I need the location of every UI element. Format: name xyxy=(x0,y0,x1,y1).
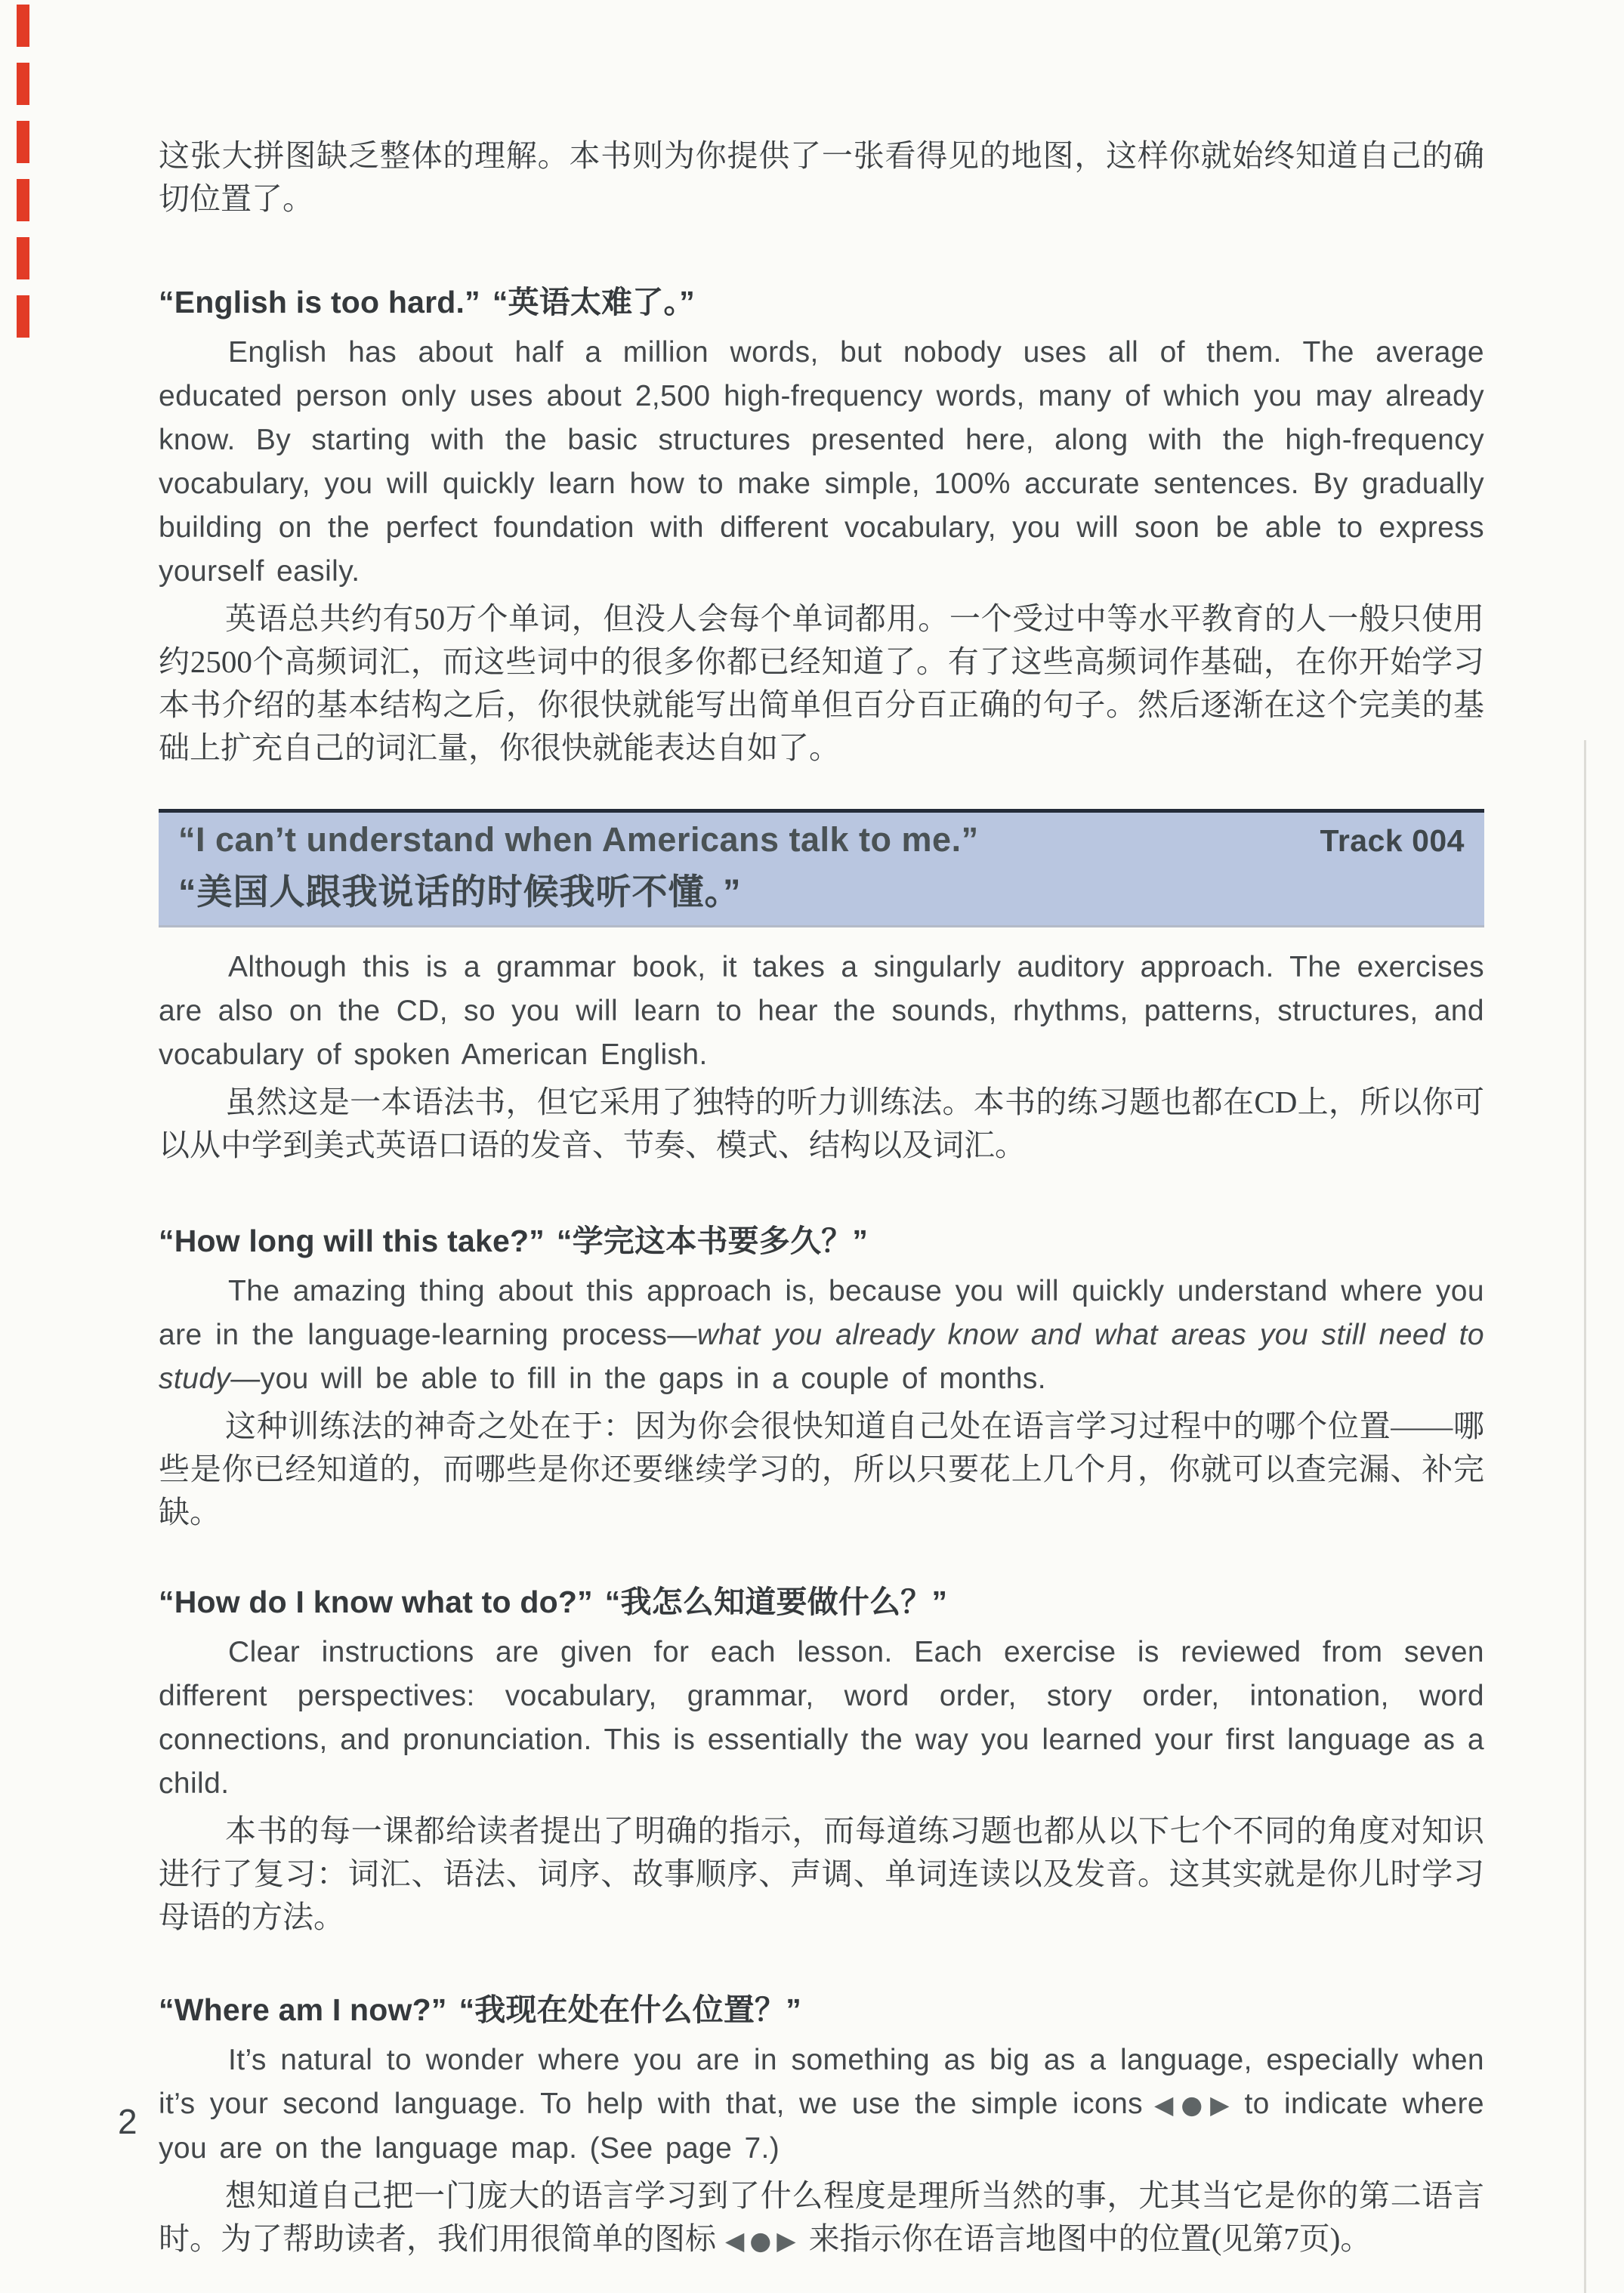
position-dot-icon: ● xyxy=(749,2226,777,2255)
track-badge: Track 004 xyxy=(1320,823,1465,858)
paragraph-english-hard-cn: 英语总共约有50万个单词，但没人会每个单词都用。一个受过中等水平教育的人一般只使用约2500个高频词汇，而这些词中的很多你都已经知道了。有了这些高频词作基础，在你开始学习本书介绍的基本结构之后，你很快就能写出简单但百分百正确的句子。然后逐渐在这个完美的基础上扩充自己的词汇量，你很快就能表达自如了。 xyxy=(159,601,1484,765)
right-triangle-icon: ▶ xyxy=(776,2226,801,2255)
scan-edge-line xyxy=(1584,740,1586,2293)
page-content xyxy=(159,134,1484,2262)
heading-where-am-i-en: “Where am I now?” xyxy=(159,1992,447,2027)
heading-how-long-en: “How long will this take?” xyxy=(159,1224,545,1258)
section-heading-english-hard xyxy=(159,281,1484,323)
intro-paragraph-cn: 这张大拼图缺乏整体的理解。本书则为你提供了一张看得见的地图，这样你就始终知道自己的确切位置了。 xyxy=(159,138,1484,216)
right-triangle-icon: ▶ xyxy=(1210,2090,1237,2119)
heading-what-to-do-cn: “我怎么知道要做什么？” xyxy=(604,1585,948,1619)
banner-quote-en: “I can’t understand when Americans talk to me.” xyxy=(178,820,979,859)
where-am-i-cn-start: 想知道自己把一门庞大的语言学习到了什么程度是理所当然的事，尤其当它是你的第二语言时。为了帮助读者，我们用很简单的图标 xyxy=(159,2178,1484,2256)
banner-quote-cn: “美国人跟我说话的时候我听不懂。” xyxy=(178,872,742,912)
paragraph-auditory-en: Although this is a grammar book, it takes a singularly auditory approach. The exercises are also on the CD, so you will learn to hear the sounds, rhythms, patterns, structures, and vocabulary of spoken American English. xyxy=(159,951,1484,1071)
where-am-i-text-end: to indicate where you are on the language map. (See page 7.) xyxy=(159,2088,1484,2165)
paragraph-how-long-en xyxy=(159,1270,1484,1401)
paragraph-what-to-do-cn: 本书的每一课都给读者提出了明确的指示，而每道练习题也都从以下七个不同的角度对知识进行了复习：词汇、语法、词序、故事顺序、声调、单词连读以及发音。这其实就是你儿时学习母语的方法。 xyxy=(159,1813,1484,1934)
paragraph-where-am-i-en xyxy=(159,2038,1484,2171)
paragraph-how-long-cn: 这种训练法的神奇之处在于：因为你会很快知道自己处在语言学习过程中的哪个位置——哪些是你已经知道的，而哪些是你还要继续学习的，所以只要花上几个月，你就可以查完漏、补完缺。 xyxy=(159,1409,1484,1529)
track-banner xyxy=(159,809,1484,927)
how-long-text-end: —you will be able to fill in the gaps in a couple of months. xyxy=(230,1363,1046,1395)
track-banner-line1 xyxy=(178,820,1465,859)
paragraph-auditory-cn: 虽然这是一本语法书，但它采用了独特的听力训练法。本书的练习题也都在CD上，所以你可以从中学到美式英语口语的发音、节奏、模式、结构以及词汇。 xyxy=(159,1085,1484,1162)
red-edge-mark xyxy=(17,237,29,279)
map-position-icons-cn xyxy=(725,2226,801,2255)
red-edge-mark xyxy=(17,121,29,163)
red-edge-marks xyxy=(17,5,29,353)
heading-english-hard-cn: “英语太难了。” xyxy=(492,285,695,319)
how-long-text-start: The amazing thing about this approach is, because you will quickly understand where you are in the language-learning process— xyxy=(159,1275,1484,1351)
section-heading-how-long xyxy=(159,1220,1484,1262)
left-triangle-icon: ◀ xyxy=(1152,2090,1181,2119)
heading-what-to-do-en: “How do I know what to do?” xyxy=(159,1585,593,1619)
where-am-i-text-start: It’s natural to wonder where you are in something as big as a language, especially when it’s your second language. To help with that, we use the simple icons xyxy=(159,2044,1484,2120)
red-edge-mark xyxy=(17,5,29,47)
where-am-i-cn-end: 来指示你在语言地图中的位置(见第7页)。 xyxy=(808,2221,1372,2256)
red-edge-mark xyxy=(17,63,29,105)
red-edge-mark xyxy=(17,179,29,221)
heading-where-am-i-cn: “我现在处在什么位置？” xyxy=(458,1992,801,2027)
section-heading-where-am-i xyxy=(159,1989,1484,2031)
paragraph-english-hard-en: English has about half a million words, but nobody uses all of them. The average educated person only uses about 2,500 high-frequency words, many of which you may already know. By starting with the basic structures presented here, along with the high-frequency vocabulary, you will quickly learn how to make simple, 100% accurate sentences. By gradually building on the perfect foundation with different vocabulary, you will soon be able to express yourself easily. xyxy=(159,336,1484,588)
red-edge-mark xyxy=(17,295,29,338)
left-triangle-icon: ◀ xyxy=(725,2226,750,2255)
paragraph-what-to-do-en: Clear instructions are given for each lesson. Each exercise is reviewed from seven different perspectives: vocabulary, grammar, word order, story order, intonation, word connections, and pronunciation. This is essentially the way you learned your first language as a child. xyxy=(159,1636,1484,1800)
heading-how-long-cn: “学完这本书要多久？” xyxy=(556,1224,869,1258)
how-long-text-italic: what you already know and what areas you still need to study xyxy=(159,1319,1485,1395)
map-position-icons xyxy=(1152,2090,1237,2119)
heading-english-hard-en: “English is too hard.” xyxy=(159,285,480,319)
paragraph-where-am-i-cn xyxy=(159,2174,1484,2262)
position-dot-icon: ● xyxy=(1181,2090,1211,2119)
section-heading-what-to-do xyxy=(159,1581,1484,1623)
page-number: 2 xyxy=(118,2102,137,2141)
